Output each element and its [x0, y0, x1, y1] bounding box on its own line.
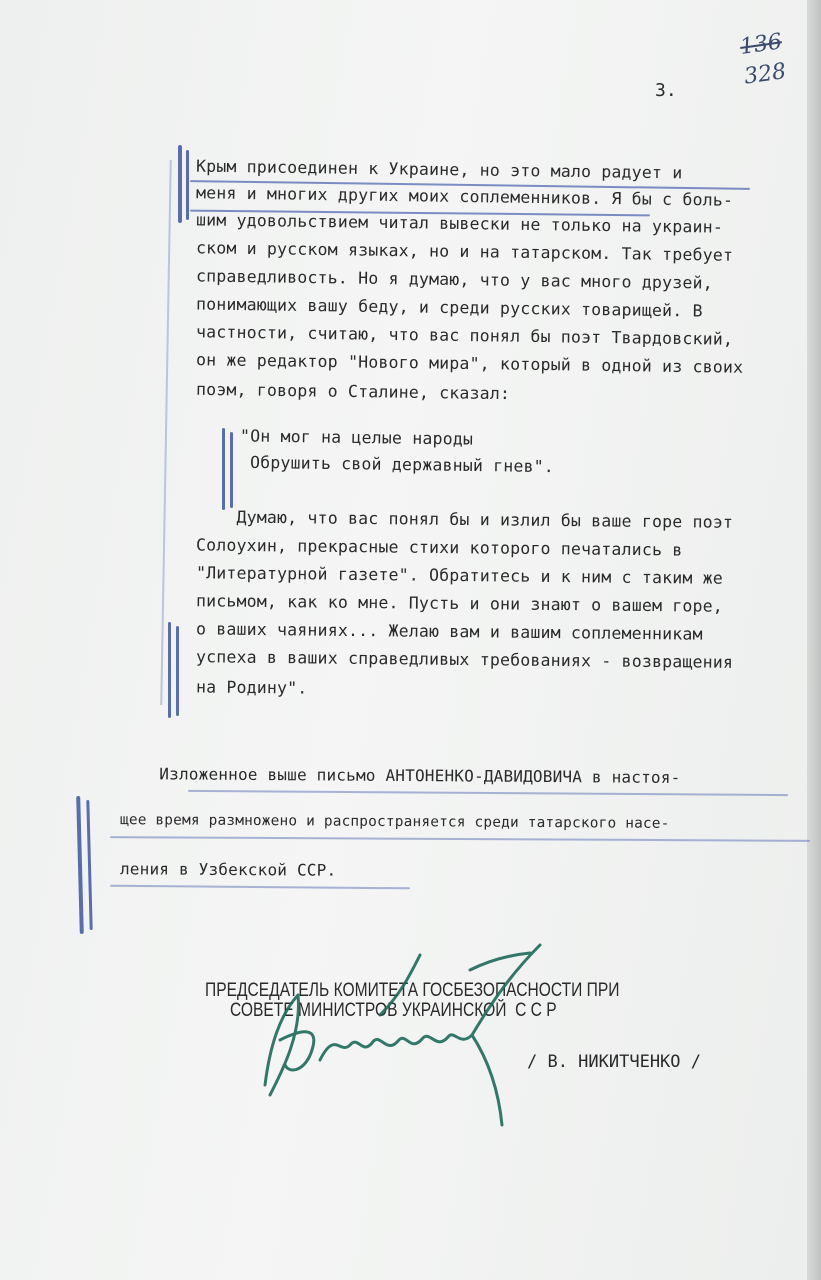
text-line: о ваших чаяниях... Желаю вам и вашим соплеменникам	[195, 619, 703, 644]
underline-3	[188, 790, 788, 796]
margin-mark-1b	[186, 150, 189, 220]
margin-mark-3b	[86, 800, 92, 930]
signatory-name: / В. НИКИТЧЕНКО /	[527, 1052, 701, 1072]
text-line: понимающих вашу беду, и среди русских товарищей. В	[195, 294, 703, 321]
page-number: 3.	[655, 80, 677, 101]
signatory-title-line-2: СОВЕТЕ МИНИСТРОВ УКРАИНСКОЙ С С Р	[230, 1000, 557, 1021]
page-edge	[807, 0, 821, 1280]
text-line: ском и русском языках, но и на татарском. Так требует	[195, 238, 734, 265]
text-line: он же редактор "Нового мира", который в одной из своих	[195, 350, 744, 377]
text-line: Солоухин, прекрасные стихи которого печатались в	[195, 535, 683, 560]
archive-number-old: 136	[738, 29, 784, 60]
underline-4	[110, 836, 810, 842]
text-line: Изложенное выше письмо АНТОНЕНКО-ДАВИДОВИЧА в настоя-	[119, 764, 681, 787]
text-line: Крым присоединен к Украине, но это мало радует и	[195, 156, 683, 183]
text-line: частности, считаю, что вас понял бы поэт Твардовский,	[195, 322, 734, 349]
quote-line: Обрушить свой державный гнев".	[249, 452, 555, 477]
margin-mark-quote-b	[230, 432, 233, 508]
text-line: шим удовольствием читал вывески не только на украин-	[195, 210, 724, 237]
underline-5	[110, 885, 410, 890]
margin-mark-quote-a	[222, 428, 225, 510]
margin-mark-2a	[168, 622, 171, 718]
archive-page-numbers	[738, 23, 816, 92]
text-line: справедливость. Но я думаю, что у вас много друзей,	[195, 266, 713, 293]
handwritten-signature	[240, 935, 550, 1135]
margin-mark-1a	[178, 145, 182, 223]
text-line: поэм, говоря о Сталине, сказал:	[195, 379, 511, 404]
text-line: Думаю, что вас понял бы и излил бы ваше горе поэт	[195, 507, 734, 532]
margin-mark-3a	[76, 796, 84, 934]
text-line: щее время размножено и распространяется среди татарского насе-	[119, 812, 670, 832]
signatory-title-line-1: ПРЕДСЕДАТЕЛЬ КОМИТЕТА ГОСБЕЗОПАСНОСТИ ПРИ	[205, 980, 620, 1001]
text-line: успеха в ваших справедливых требованиях - возвращения	[195, 647, 734, 672]
margin-mark-2b	[176, 626, 179, 716]
text-line: меня и многих других моих соплеменников. Я бы с боль-	[195, 183, 734, 210]
text-line: ления в Узбекской ССР.	[119, 859, 337, 880]
text-line: письмом, как ко мне. Пусть и они знают о вашем горе,	[195, 591, 724, 616]
text-line: "Литературной газете". Обратитесь и к ним с таким же	[195, 563, 724, 588]
archive-number-new: 328	[742, 59, 788, 90]
text-line: на Родину".	[195, 677, 308, 698]
quote-line: "Он мог на целые народы	[239, 426, 474, 449]
